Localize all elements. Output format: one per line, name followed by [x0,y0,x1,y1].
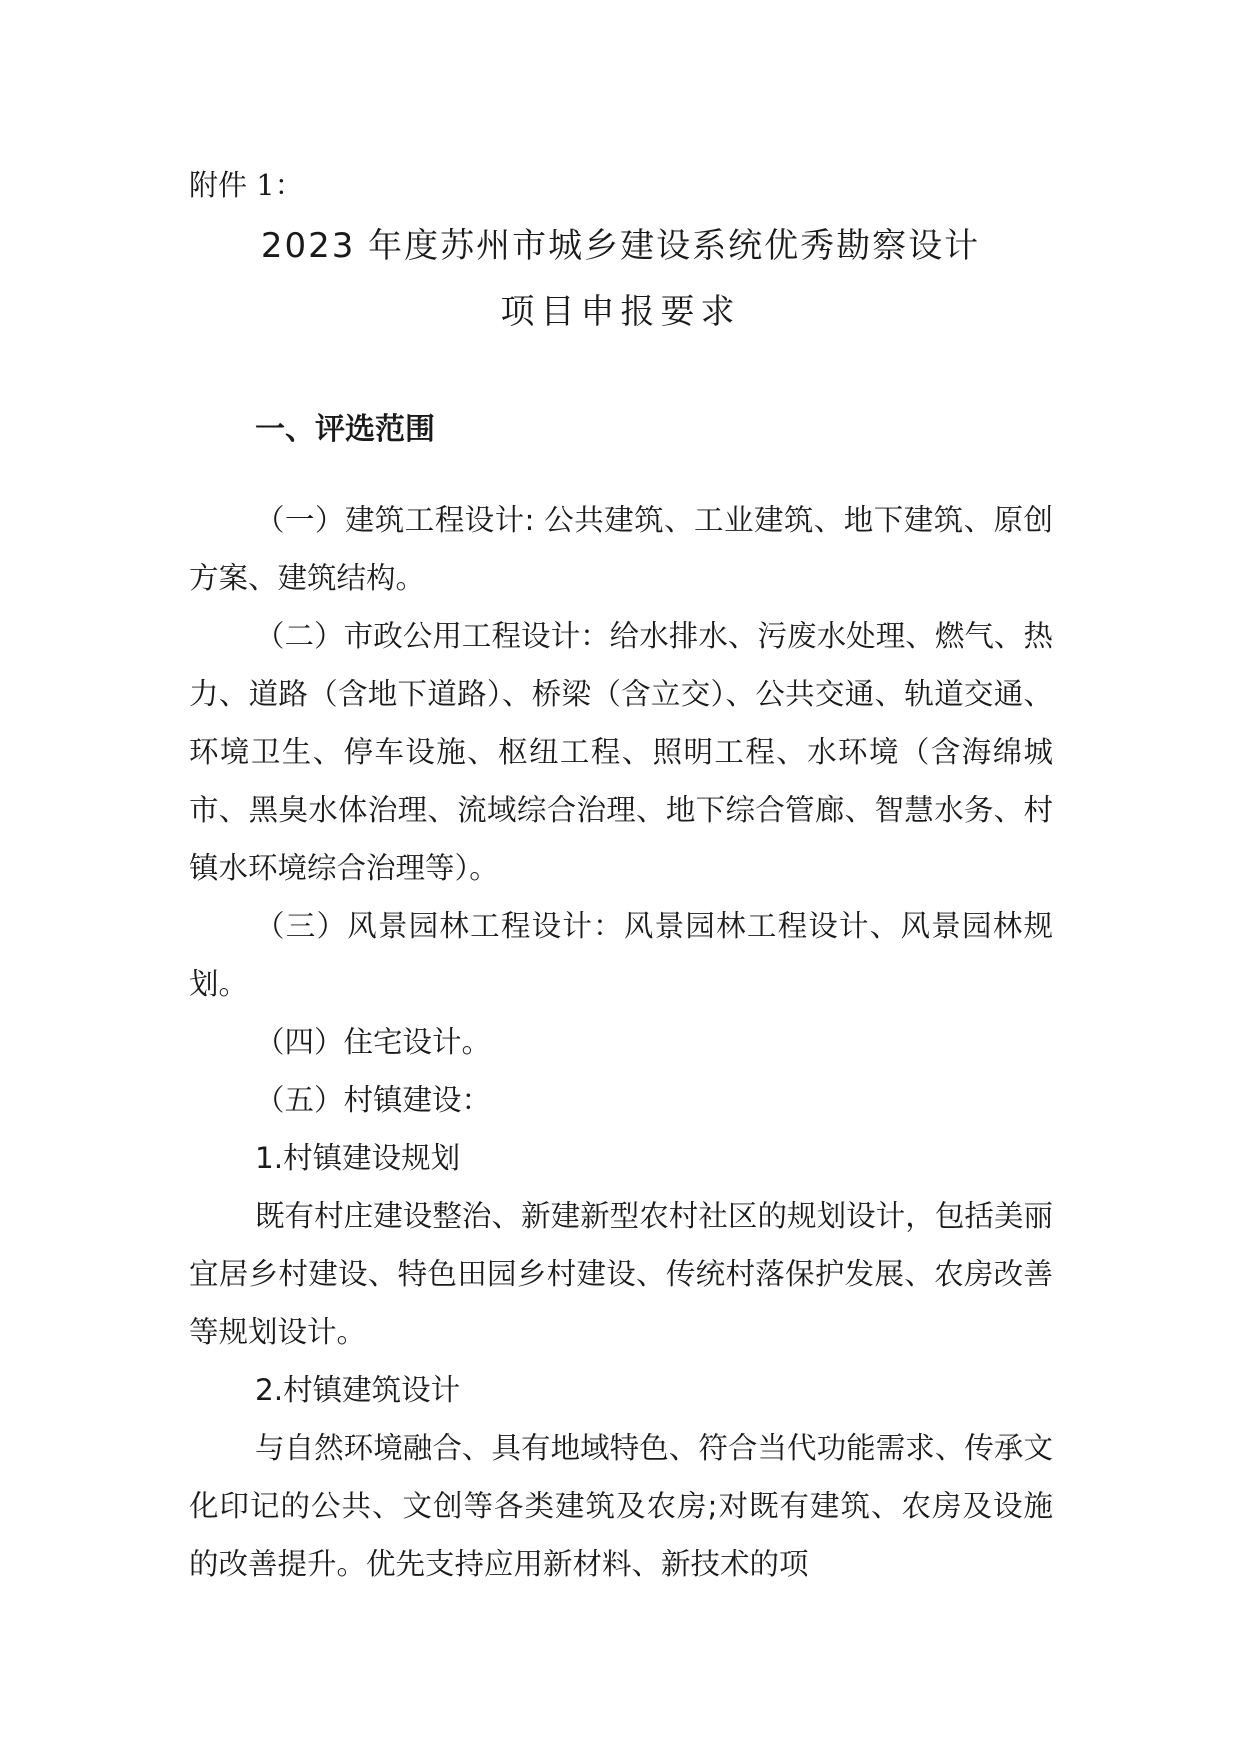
subheading-village-architecture: 2.村镇建筑设计 [255,1372,461,1407]
paragraph-village-architecture-body: 与自然环境融合、具有地域特色、符合当代功能需求、传承文化印记的公共、文创等各类建筑及农房;对既有建筑、农房及设施的改善提升。优先支持应用新材料、新技术的项 [189,1430,1053,1581]
paragraph-architectural-design: （一）建筑工程设计: 公共建筑、工业建筑、地下建筑、原创方案、建筑结构。 [189,502,1053,595]
document-title-line-2: 项目申报要求 [500,292,741,332]
document-title-line-1: 2023 年度苏州市城乡建设系统优秀勘察设计 [260,226,981,266]
paragraph-municipal-engineering: （二）市政公用工程设计：给水排水、污废水处理、燃气、热力、道路（含地下道路）、桥梁（含立交）、公共交通、轨道交通、环境卫生、停车设施、枢纽工程、照明工程、水环境（含海绵城市、黑臭水体治理、流域综合治理、地下综合管廊、智慧水务、村镇水环境综合治理等）。 [189,618,1053,885]
paragraph-landscape-design: （三）风景园林工程设计：风景园林工程设计、风景园林规划。 [189,908,1053,1001]
paragraph-village-construction: （五）村镇建设： [255,1082,492,1117]
paragraph-residential-design: （四）住宅设计。 [255,1024,492,1059]
section-heading-evaluation-scope: 一、评选范围 [255,412,435,447]
paragraph-village-planning-body: 既有村庄建设整治、新建新型农村社区的规划设计，包括美丽宜居乡村建设、特色田园乡村建设、传统村落保护发展、农房改善等规划设计。 [189,1198,1053,1349]
attachment-label: 附件 1： [189,168,304,202]
subheading-village-planning: 1.村镇建设规划 [255,1140,461,1175]
